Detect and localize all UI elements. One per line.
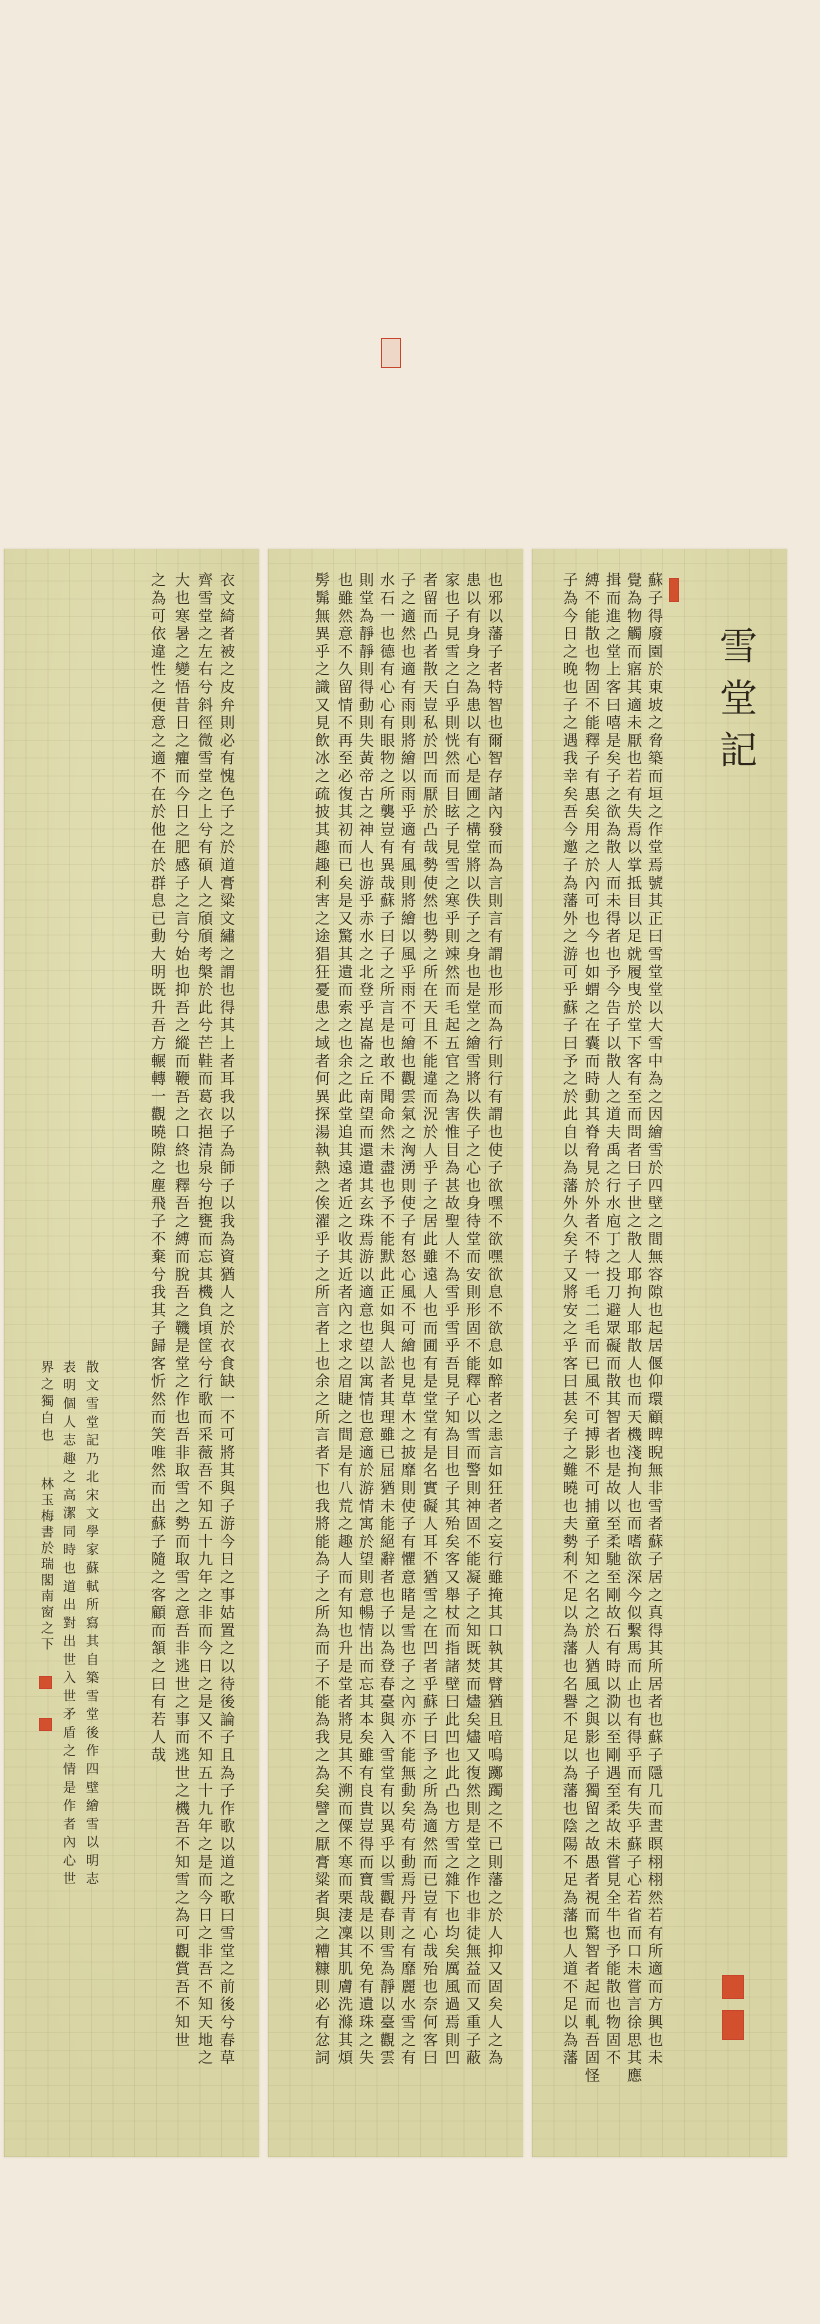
signature: 林玉梅書於瑞閣南窗之下	[38, 1477, 53, 1653]
artist-seal	[39, 1676, 52, 1689]
text-column: 子為今日之晚也子之遇我幸矣吾今邀子為藩外之游可乎蘇子曰予之於此自以為藩外久矣子又將安之乎客曰甚矣子之難曉也夫勢利不足以為藩也名譽不足以為藩也陰陽不足為藩也人道不足以為藩	[561, 572, 579, 2068]
text-column: 水石一也德有心心有眼物之所襲豈有異哉蘇子曰子之所言是也敢不聞命然未盡也予不能默此正如與人訟者其理雖已屈猶未能絕辭者也子以為登春臺與入雪堂有以異乎以雪觀春則雪為靜以臺觀雲	[378, 572, 396, 2068]
text-column: 縛不能散也物固不能釋子有惠矣用之於內可也今也如蝟之在囊而時動其脊脅見於外者不特一毛二毛而已風不可搏影不可捕童子知之名之於人猶風之與影也子獨留之故愚者視而驚智者起而軋吾固怪	[583, 572, 601, 2085]
collector-seal	[381, 338, 401, 368]
artist-seal	[39, 1718, 52, 1731]
inscription-column: 界之獨白也	[38, 1360, 53, 1445]
inscription-column: 表明個人志趣之高潔同時也道出對出世入世矛盾之情是作者內心世	[60, 1360, 75, 1890]
text-column: 大也寒暑之變悟昔日之癯而今日之肥感子之言兮始也抑吾之縱而鞭吾之口終也釋吾之縛而脫吾之鞿是堂之作也吾非取雪之勢而取雪之意吾非逃世之事而逃世之機吾不知雪之為可觀賞吾不知世	[173, 572, 191, 2050]
text-column: 則堂為靜靜則得動則失黃帝古之神人也游乎赤水之北登乎崑崙之丘南望而還遺其玄珠焉游以適意也望以寓情也意適於游情寓於望則意暢情出而忘其本矣雖有良貴豈得而寶哉是以不免有遺珠之失	[357, 572, 375, 2068]
panel-seal	[722, 1975, 744, 1999]
text-column: 患以有身身之為患以有心是圃之構堂將以佚子之身也是堂之繪雪將以佚子之心也身待堂而安則形固不能釋心以雪而警則神固不能凝子之知既焚而燼矣燼又復然則是堂之作也非徒無益而又重子蔽	[464, 572, 482, 2068]
text-column: 衣文綺者被之皮弁則必有愧色子之於道膏粱文繡之謂也得其上者耳我以子為師子以我為資猶人之於衣食缺一不可將其與子游今日之事姑置之以待後論子且為子作歌以道之歌曰雪堂之前後兮春草	[218, 572, 236, 2068]
text-column: 髣髴無異乎之識又見飲冰之疏披其趣趣利害之途猖狂憂患之域者何異探湯執熱之俟濯乎子之所言者上也余之所言者下也我將能為子之所為而子不能為我之為矣譬之厭膏粱者與之糟糠則必有忿詞	[313, 572, 331, 2068]
leading-seal	[669, 578, 679, 602]
text-column: 也邪以藩子者特智也爾智存諸內發而為言則言有謂也形而為行則行有謂也使子欲嘿不欲嘿欲息不欲息如醉者之恚言如狂者之妄行雖掩其口執其臂猶且喑嗚躑躅之不已則藩之於人抑又固矣人之為	[486, 572, 504, 2068]
inscription-column: 散文雪堂記乃北宋文學家蘇軾所寫其自築雪堂後作四壁繪雪以明志	[83, 1360, 98, 1890]
text-column: 蘇子得廢園於東坡之脅築而垣之作堂焉號其正曰雪堂堂以大雪中為之因繪雪於四壁之間無容隙也起居偃仰環顧睥睨無非雪者蘇子居之真得其所居者也蘇子隱几而晝瞑栩栩然若有所適而方興也未	[646, 572, 664, 2068]
text-column: 家也子見雪之白乎則恍然而目眩子見雪之寒乎則竦然而毛起五官之為害惟目為甚故聖人不為雪乎雪乎吾見子知為目也子其殆矣客又舉杖而指諸壁曰此凹也此凸也方雪之雜下也均矣厲風過焉則凹	[443, 572, 461, 2068]
text-column: 也雖然意不久留情不再至必復其初而已矣是又驚其遺而索之也余之此堂追其遠者近之收其近者內之求之眉睫之間是有八荒之趣人而有知也升是堂者將見其不溯而僳不寒而栗淒凜其肌膚洗滌其煩	[336, 572, 354, 2068]
essay-title: 雪堂記	[713, 626, 757, 782]
text-column: 之為可依違性之便意之適不在於他在於群息已動大明既升吾方輾轉一觀曉隙之塵飛子不棄兮我其子歸客忻然而笑唯然而出蘇子隨之客顧而頷之曰有若人哉	[149, 572, 167, 1765]
text-column: 揖而進之堂上客曰嘻是矣子之欲為散人而未得者也予今告子以散人之道夫禹之行水庖丁之投刀避眾礙而散其智者也是故以至柔馳至剛故石有時以泐以至剛遇至柔故未嘗見全牛也予能散也物固不	[604, 572, 622, 2068]
text-column: 齊雪堂之左右兮斜徑微雪堂之上兮有碩人之頎頎考槃於此兮芒鞋而葛衣挹清泉兮抱甕而忘其機負頃筐兮行歌而采薇吾不知五十九年之非而今日之是又不知五十九年之是而今日之非吾不知天地之	[196, 572, 214, 2068]
panel-seal	[722, 2010, 744, 2040]
text-column: 子之適然也適有雨則將繪以雨乎適有風則將繪以風乎雨不可繪也觀雲氣之洶湧則使子有怒心風不可繪也見草木之披靡則使子有懼意睹是雪也子之內亦不能無動矣苟有動焉丹青之有靡麗水雪之有	[399, 572, 417, 2068]
text-column: 覺為物觸而寤其適未厭也若有失焉以掌抵目以足就履曳於堂下客有至而問者曰子世之散人耶拘人耶散人也而天機淺拘人也而嗜欲深今似繫馬而止也有得乎而有失乎蘇子心若省而口未嘗言徐思其應	[625, 572, 643, 2085]
text-column: 者留而凸者散天豈私於凹而厭於凸哉勢使然也勢之所在天且不能違而況於人乎子之居此雖遠人也而圃有是堂堂有是名實礙人耳不猶雪之在凹者乎蘇子曰予之所為適然而已豈有心哉殆也奈何客曰	[421, 572, 439, 2068]
